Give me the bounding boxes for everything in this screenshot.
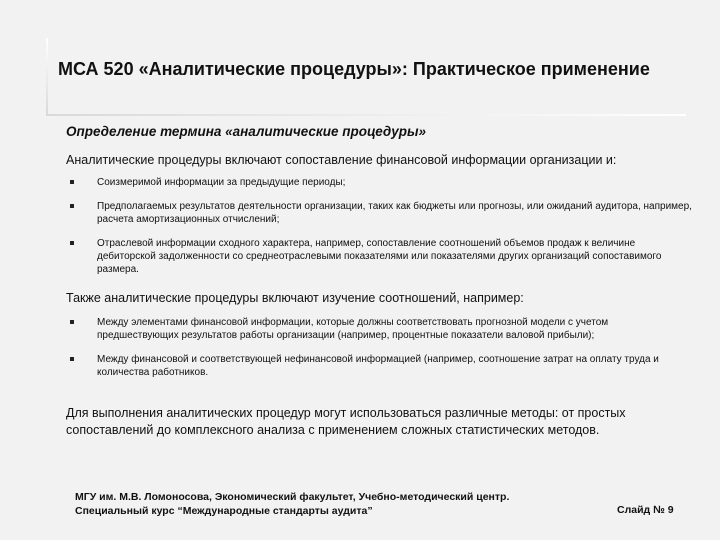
list-item-text: Отраслевой информации сходного характера, например, сопоставление соотношений объемов продаж к величине дебиторской задолженности со среднеотраслевыми показателями или показателями других организаций сопоставимого размера. — [97, 238, 662, 275]
relations-list — [66, 316, 692, 379]
slide-subtitle: Определение термина «аналитические процедуры» — [66, 124, 427, 139]
list-item — [66, 200, 692, 226]
list-item-text: Предполагаемых результатов деятельности организации, таких как бюджеты или прогнозы, или ожиданий аудитора, например, расчета амортизационных отчислений; — [97, 201, 692, 225]
list-item-text: Между элементами финансовой информации, которые должны соответствовать прогнозной модели с учетом предшествующих результатов работы организации (например, процентные показатели валовой прибыли); — [97, 317, 609, 341]
square-bullet-icon — [70, 180, 74, 184]
list-item-text: Соизмеримой информации за предыдущие периоды; — [97, 177, 346, 188]
comparison-list — [66, 176, 692, 276]
footer-text: МГУ им. М.В. Ломоносова, Экономический факультет, Учебно-методический центр. Специальный курс “Международные стандарты аудита” — [75, 491, 510, 517]
slide-number: Слайд № 9 — [617, 504, 674, 516]
list-item — [66, 353, 692, 379]
list-item-text: Между финансовой и соответствующей нефинансовой информацией (например, соотношение затрат на оплату труда и количества работников. — [97, 354, 659, 378]
square-bullet-icon — [70, 320, 74, 324]
intro-text: Аналитические процедуры включают сопоставление финансовой информации организации и: — [66, 153, 617, 167]
relations-intro: Также аналитические процедуры включают изучение соотношений, например: — [66, 291, 524, 305]
methods-text: Для выполнения аналитических процедур могут использоваться различные методы: от простых сопоставлений до комплексного анализа с применением сложных статистических методов. — [66, 406, 626, 437]
list-item — [66, 237, 692, 276]
square-bullet-icon — [70, 241, 74, 245]
decor-horizontal-line — [46, 114, 686, 116]
square-bullet-icon — [70, 357, 74, 361]
list-item — [66, 316, 692, 342]
list-item — [66, 176, 692, 189]
slide-title: МСА 520 «Аналитические процедуры»: Практическое применение — [58, 59, 650, 79]
decor-vertical-line — [46, 38, 48, 116]
square-bullet-icon — [70, 204, 74, 208]
